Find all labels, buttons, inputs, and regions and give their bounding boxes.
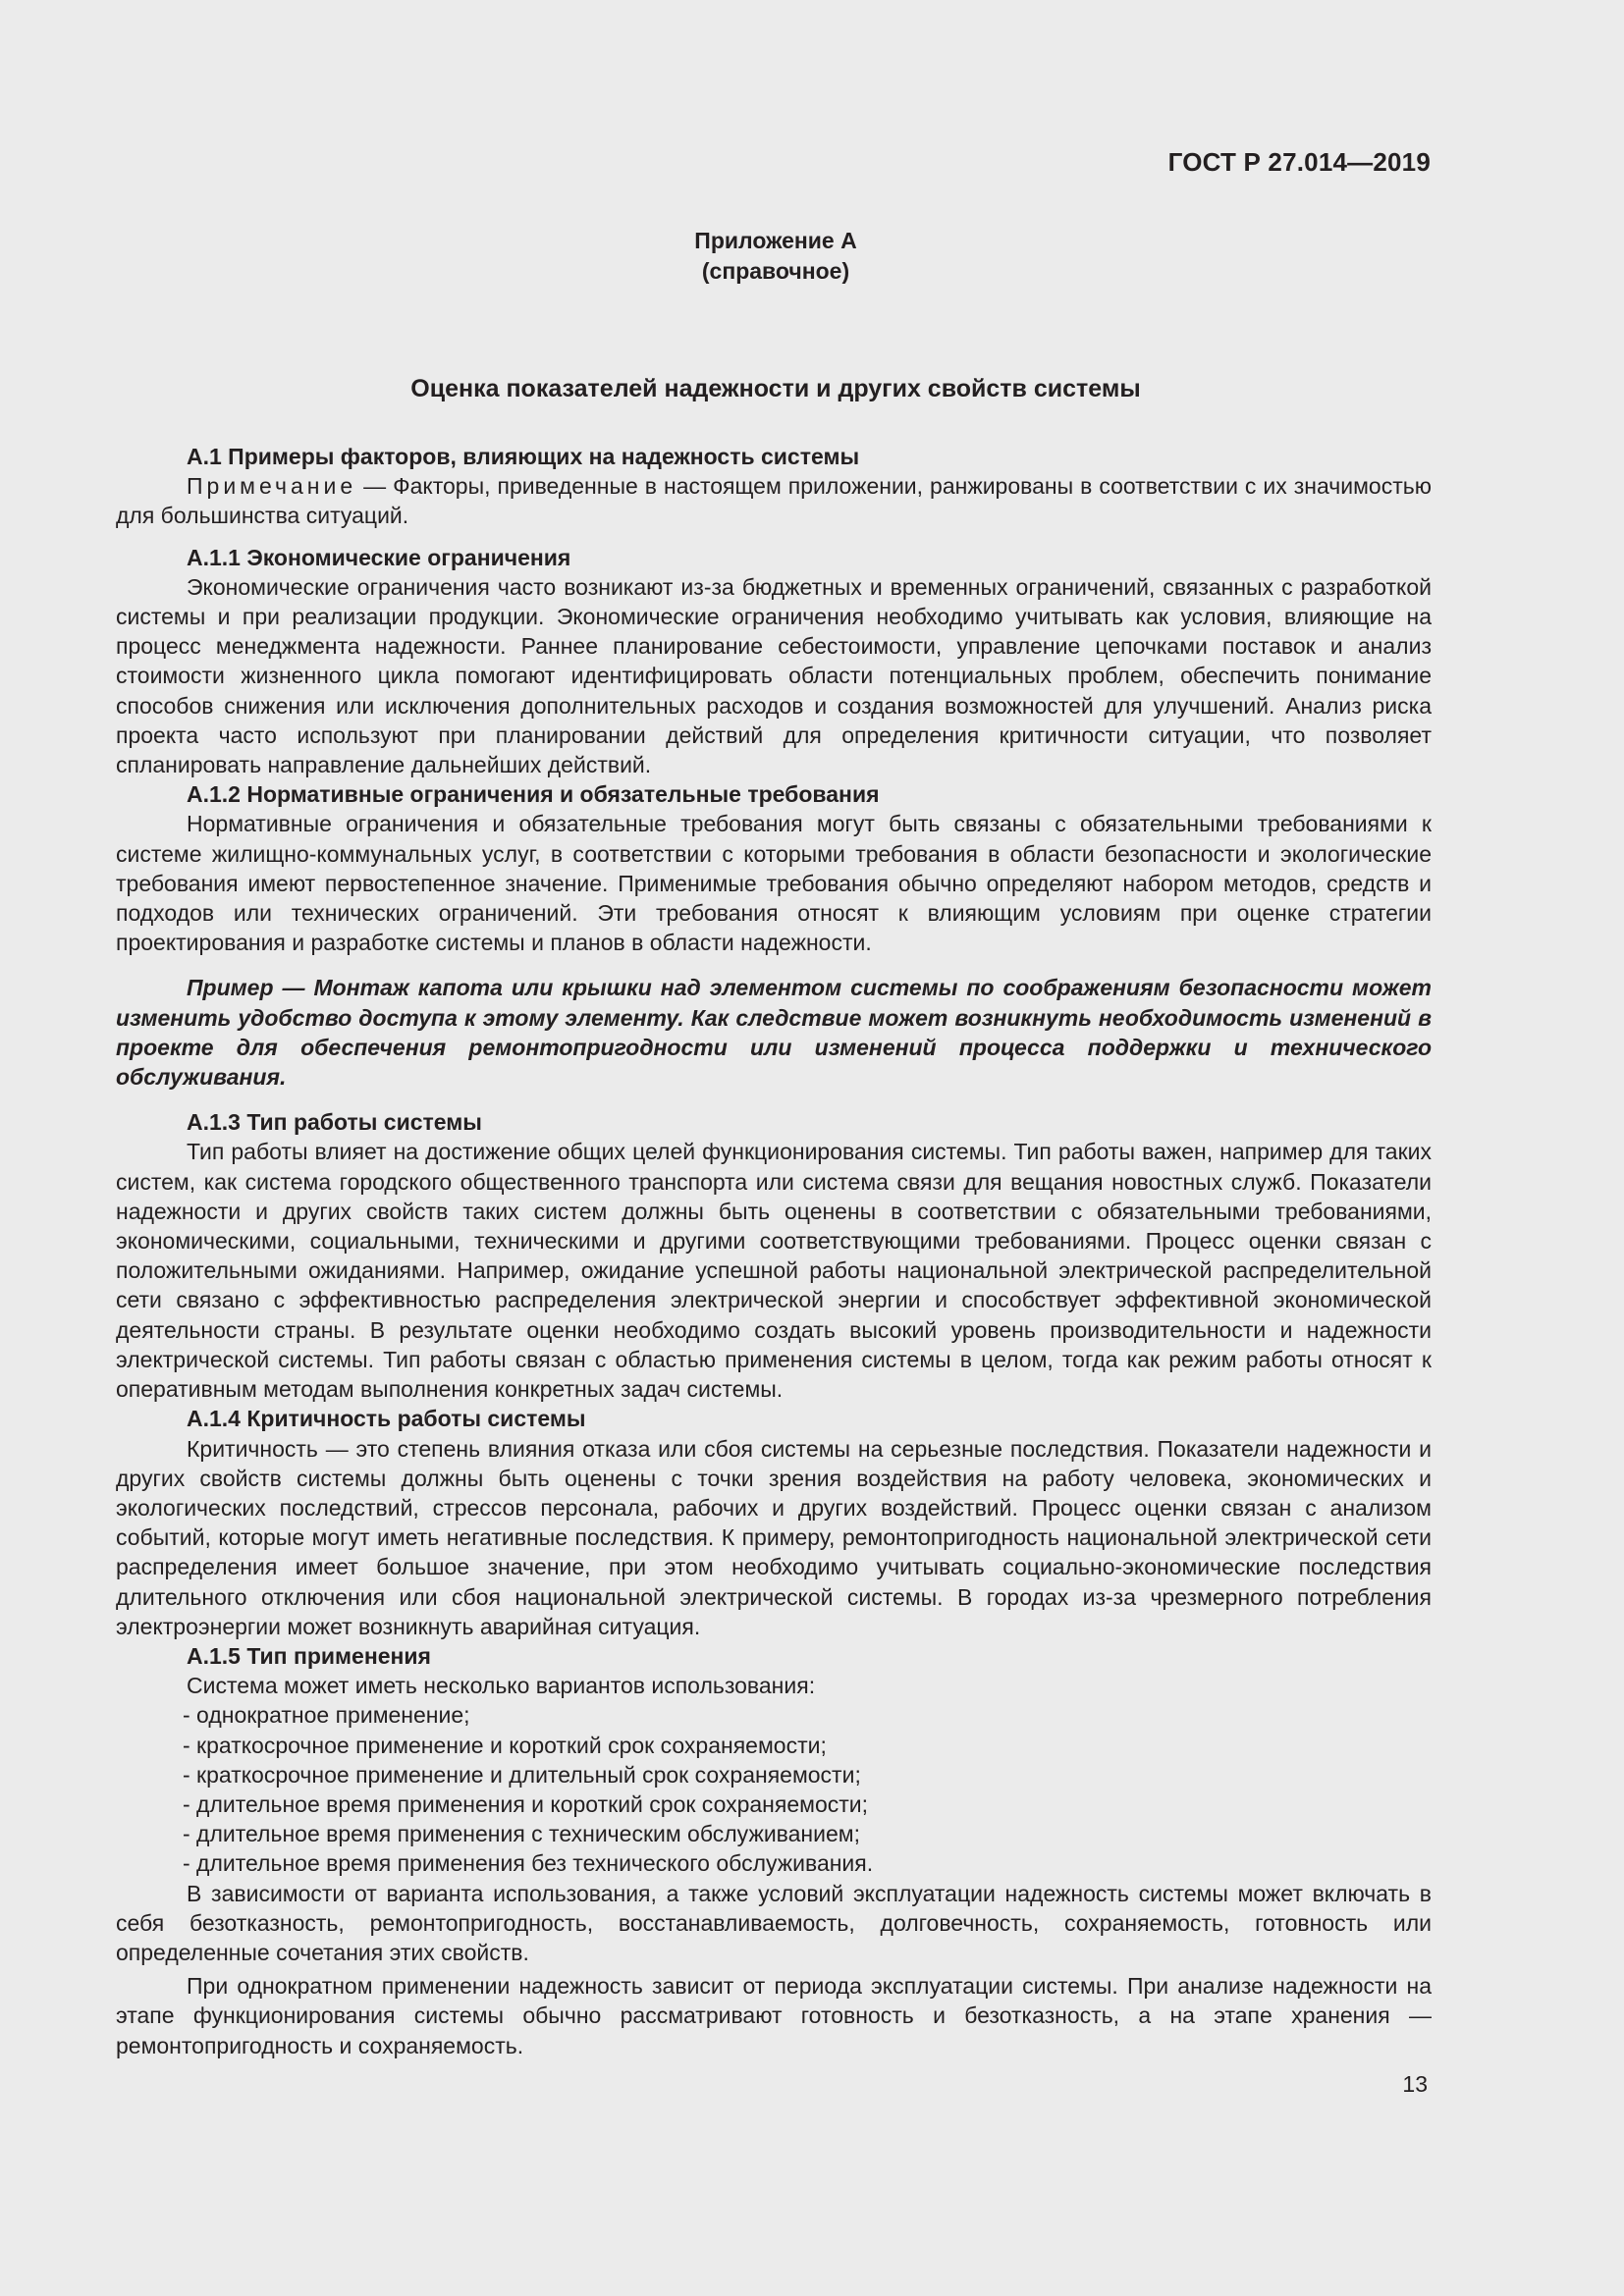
page-number: 13 [1402,2071,1428,2097]
section-a1-5-text-2: При однократном применении надежность зависит от периода эксплуатации системы. При анализе надежности на этапе функционирования системы обычно рассматривают готовность и безотказность, а на этапе хранения — ремонтопригодность и сохраняемость. [116,1973,1432,2058]
section-a1-heading: А.1 Примеры факторов, влияющих на надежность системы [187,444,860,469]
annex-label: Приложение А [694,228,857,253]
note-text: — Факторы, приведенные в настоящем приложении, ранжированы в соответствии с их значимостью для большинства ситуаций. [116,473,1432,529]
list-item: - краткосрочное применение и длительный срок сохраняемости; [183,1761,861,1788]
list-item: - длительное время применения с техническим обслуживанием; [183,1821,860,1847]
section-a1-4-text: Критичность — это степень влияния отказа или сбоя системы на серьезные последствия. Показатели надежности и других свойств системы должны быть оценены с точки зрения воздействия на работу человека, экономических и экологических последствий, стрессов персонала, рабочих и других воздействий. Процесс оценки связан с анализом событий, которые могут иметь негативные последствия. К примеру, ремонтопригодность национальной электрической сети распределения имеет большое значение, при этом необходимо учитывать социально-экономические последствия длительного отключения или сбоя национальной электрической системы. В городах из-за чрезмерного потребления электроэнергии может возникнуть аварийная ситуация. [116,1435,1432,1639]
section-a1-3-heading: А.1.3 Тип работы системы [187,1109,482,1136]
section-a1-2-example: Пример — Монтаж капота или крышки над элементом системы по соображениям безопасности может изменить удобство доступа к этому элементу. Как следствие может возникнуть необходимость изменений в проекте для обеспечения ремонтопригодности или изменений процесса поддержки и технического обслуживания. [116,975,1432,1091]
section-a1-note [116,471,1432,530]
section-a1-2-heading: А.1.2 Нормативные ограничения и обязательные требования [187,781,880,808]
section-a1-5-intro: Система может иметь несколько вариантов использования: [187,1673,816,1699]
note-label: Примечание [187,473,357,500]
document-body [116,442,1432,2060]
list-item: - однократное применение; [183,1702,470,1729]
section-a1-3-text: Тип работы влияет на достижение общих целей функционирования системы. Тип работы важен, например для таких систем, как система городского общественного транспорта или система связи для вещания новостных служб. Показатели надежности и других свойств таких систем должны быть оценены в соответствии с обязательными требованиями, экономическими, социальными, техническими и другими соответствующими требованиями. Процесс оценки связан с положительными ожиданиями. Например, ожидание успешной работы национальной электрической распределительной сети связано с эффективностью распределения электрической энергии и способствует эффективной экономической деятельности страны. В результате оценки необходимо создать высокий уровень производительности и надежности электрической системы. Тип работы связан с областью применения системы в целом, тогда как режим работы относят к оперативным методам выполнения конкретных задач системы. [116,1139,1432,1403]
section-a1-4-heading: А.1.4 Критичность работы системы [187,1406,586,1432]
section-a1-5-heading: А.1.5 Тип применения [187,1642,431,1669]
document-code: ГОСТ Р 27.014—2019 [1167,147,1431,177]
usage-options-list [116,1700,1432,1878]
annex-title [0,226,1551,287]
list-item: - краткосрочное применение и короткий срок сохраняемости; [183,1732,827,1758]
annex-main-title: Оценка показателей надежности и других свойств системы [410,375,1141,402]
annex-type: (справочное) [701,258,850,284]
list-item: - длительное время применения и короткий срок сохраняемости; [183,1790,869,1817]
section-a1-1-text: Экономические ограничения часто возникают из-за бюджетных и временных ограничений, связанных с разработкой системы и при реализации продукции. Экономические ограничения необходимо учитывать как условия, влияющие на процесс менеджмента надежности. Раннее планирование себестоимости, управление цепочками поставок и анализ стоимости жизненного цикла помогают идентифицировать области потенциальных проблем, обеспечить понимание способов снижения или исключения дополнительных расходов и создания возможностей для улучшений. Анализ риска проекта часто используют при планировании действий для определения критичности ситуации, что позволяет спланировать направление дальнейших действий. [116,573,1432,778]
list-item: - длительное время применения без технического обслуживания. [183,1850,874,1877]
section-a1-2-text: Нормативные ограничения и обязательные требования могут быть связаны с обязательными требованиями к системе жилищно-коммунальных услуг, в соответствии с которыми требования в области безопасности и экологические требования имеют первостепенное значение. Применимые требования обычно определяют набором методов, средств и подходов или технических ограничений. Эти требования относят к влияющим условиям при оценке стратегии проектирования и разработке системы и планов в области надежности. [116,811,1432,956]
section-a1-1-heading: А.1.1 Экономические ограничения [187,544,571,570]
section-a1-5-text-1: В зависимости от варианта использования, а также условий эксплуатации надежность системы может включать в себя безотказность, ремонтопригодность, восстанавливаемость, долговечность, сохраняемость, готовность или определенные сочетания этих свойств. [116,1880,1432,1965]
